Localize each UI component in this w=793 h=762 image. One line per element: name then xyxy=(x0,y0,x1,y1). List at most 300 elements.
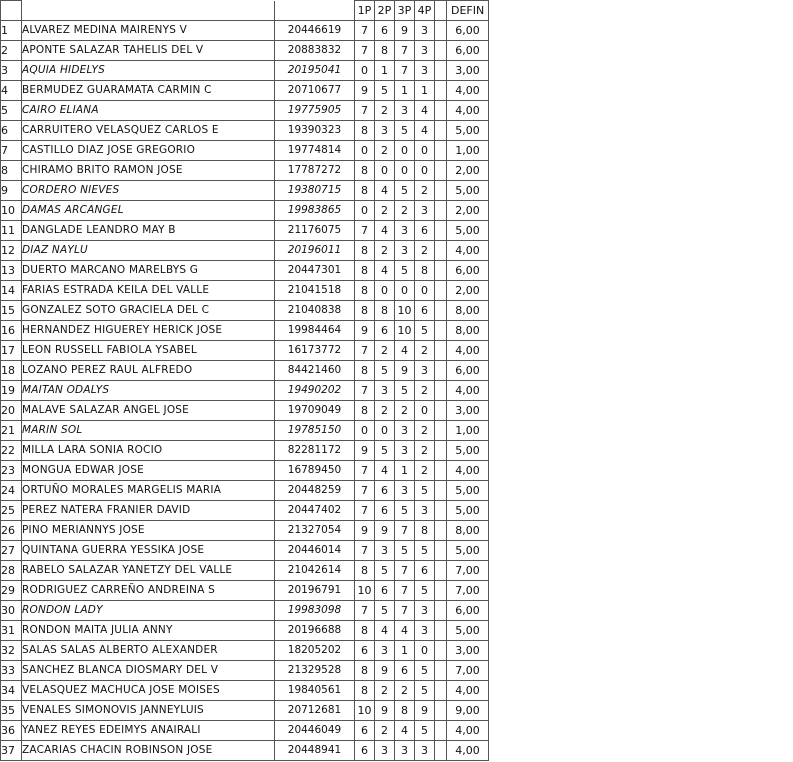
grade-2p[interactable]: 4 xyxy=(375,261,395,281)
grade-1p[interactable]: 8 xyxy=(355,121,375,141)
table-row[interactable] xyxy=(1,41,489,61)
grade-3p[interactable]: 3 xyxy=(395,241,415,261)
table-row[interactable] xyxy=(1,541,489,561)
student-name[interactable]: MAITAN ODALYS xyxy=(22,381,275,401)
table-row[interactable] xyxy=(1,421,489,441)
student-id[interactable]: 19785150 xyxy=(275,421,355,441)
table-row[interactable] xyxy=(1,161,489,181)
grade-4p[interactable]: 0 xyxy=(415,281,435,301)
table-row[interactable] xyxy=(1,741,489,761)
grade-4p[interactable]: 3 xyxy=(415,741,435,761)
student-name[interactable]: DANGLADE LEANDRO MAY B xyxy=(22,221,275,241)
row-number[interactable]: 36 xyxy=(1,721,22,741)
student-name[interactable]: ORTUÑO MORALES MARGELIS MARIA xyxy=(22,481,275,501)
student-id[interactable]: 19380715 xyxy=(275,181,355,201)
grade-definitiva[interactable]: 6,00 xyxy=(447,41,489,61)
grade-3p[interactable]: 5 xyxy=(395,541,415,561)
row-number[interactable]: 15 xyxy=(1,301,22,321)
student-id[interactable]: 19984464 xyxy=(275,321,355,341)
grade-1p[interactable]: 7 xyxy=(355,101,375,121)
grade-1p[interactable]: 8 xyxy=(355,261,375,281)
grade-3p[interactable]: 2 xyxy=(395,201,415,221)
table-row[interactable] xyxy=(1,261,489,281)
student-id[interactable]: 20196688 xyxy=(275,621,355,641)
table-row[interactable] xyxy=(1,281,489,301)
grade-2p[interactable]: 3 xyxy=(375,741,395,761)
row-number[interactable]: 12 xyxy=(1,241,22,261)
grade-4p[interactable]: 1 xyxy=(415,81,435,101)
grade-2p[interactable]: 6 xyxy=(375,481,395,501)
grade-2p[interactable]: 0 xyxy=(375,161,395,181)
grade-3p[interactable]: 3 xyxy=(395,441,415,461)
grade-3p[interactable]: 3 xyxy=(395,481,415,501)
grade-2p[interactable]: 4 xyxy=(375,221,395,241)
grade-2p[interactable]: 9 xyxy=(375,521,395,541)
grade-4p[interactable]: 2 xyxy=(415,421,435,441)
grade-4p[interactable]: 0 xyxy=(415,641,435,661)
student-id[interactable]: 19983098 xyxy=(275,601,355,621)
grade-1p[interactable]: 7 xyxy=(355,221,375,241)
grade-2p[interactable]: 9 xyxy=(375,701,395,721)
grade-4p[interactable]: 5 xyxy=(415,541,435,561)
grade-3p[interactable]: 5 xyxy=(395,261,415,281)
table-row[interactable] xyxy=(1,241,489,261)
student-id[interactable]: 20446619 xyxy=(275,21,355,41)
grade-3p[interactable]: 4 xyxy=(395,721,415,741)
row-number[interactable]: 27 xyxy=(1,541,22,561)
table-row[interactable] xyxy=(1,181,489,201)
grade-definitiva[interactable]: 4,00 xyxy=(447,241,489,261)
row-number[interactable]: 24 xyxy=(1,481,22,501)
grade-2p[interactable]: 1 xyxy=(375,61,395,81)
grade-3p[interactable]: 0 xyxy=(395,141,415,161)
grade-definitiva[interactable]: 3,00 xyxy=(447,401,489,421)
grade-3p[interactable]: 3 xyxy=(395,221,415,241)
grade-1p[interactable]: 7 xyxy=(355,41,375,61)
grade-2p[interactable]: 4 xyxy=(375,621,395,641)
grade-4p[interactable]: 4 xyxy=(415,121,435,141)
student-id[interactable]: 16173772 xyxy=(275,341,355,361)
table-row[interactable] xyxy=(1,341,489,361)
grade-definitiva[interactable]: 7,00 xyxy=(447,561,489,581)
table-row[interactable] xyxy=(1,621,489,641)
row-number[interactable]: 14 xyxy=(1,281,22,301)
grade-definitiva[interactable]: 3,00 xyxy=(447,61,489,81)
student-name[interactable]: RABELO SALAZAR YANETZY DEL VALLE xyxy=(22,561,275,581)
grade-definitiva[interactable]: 5,00 xyxy=(447,221,489,241)
grade-1p[interactable]: 0 xyxy=(355,61,375,81)
table-row[interactable] xyxy=(1,121,489,141)
table-row[interactable] xyxy=(1,401,489,421)
row-number[interactable]: 7 xyxy=(1,141,22,161)
grade-1p[interactable]: 9 xyxy=(355,441,375,461)
grade-definitiva[interactable]: 7,00 xyxy=(447,581,489,601)
grade-definitiva[interactable]: 4,00 xyxy=(447,681,489,701)
student-name[interactable]: CASTILLO DIAZ JOSE GREGORIO xyxy=(22,141,275,161)
table-row[interactable] xyxy=(1,441,489,461)
student-id[interactable]: 82281172 xyxy=(275,441,355,461)
grade-1p[interactable]: 7 xyxy=(355,501,375,521)
student-id[interactable]: 20446049 xyxy=(275,721,355,741)
grade-2p[interactable]: 2 xyxy=(375,681,395,701)
grade-3p[interactable]: 3 xyxy=(395,741,415,761)
grade-1p[interactable]: 9 xyxy=(355,81,375,101)
grade-1p[interactable]: 8 xyxy=(355,241,375,261)
student-id[interactable]: 19709049 xyxy=(275,401,355,421)
grade-2p[interactable]: 3 xyxy=(375,121,395,141)
row-number[interactable]: 18 xyxy=(1,361,22,381)
grade-2p[interactable]: 5 xyxy=(375,441,395,461)
student-id[interactable]: 21040838 xyxy=(275,301,355,321)
grade-4p[interactable]: 3 xyxy=(415,361,435,381)
grade-3p[interactable]: 3 xyxy=(395,421,415,441)
grade-4p[interactable]: 3 xyxy=(415,201,435,221)
grade-definitiva[interactable]: 7,00 xyxy=(447,661,489,681)
grade-3p[interactable]: 1 xyxy=(395,81,415,101)
row-number[interactable]: 16 xyxy=(1,321,22,341)
row-number[interactable]: 33 xyxy=(1,661,22,681)
grade-3p[interactable]: 5 xyxy=(395,181,415,201)
row-number[interactable]: 8 xyxy=(1,161,22,181)
row-number[interactable]: 32 xyxy=(1,641,22,661)
grade-2p[interactable]: 0 xyxy=(375,281,395,301)
grade-definitiva[interactable]: 5,00 xyxy=(447,541,489,561)
grade-4p[interactable]: 3 xyxy=(415,61,435,81)
table-row[interactable] xyxy=(1,661,489,681)
table-row[interactable] xyxy=(1,361,489,381)
student-name[interactable]: FARIAS ESTRADA KEILA DEL VALLE xyxy=(22,281,275,301)
table-row[interactable] xyxy=(1,601,489,621)
grade-3p[interactable]: 7 xyxy=(395,561,415,581)
student-id[interactable]: 21042614 xyxy=(275,561,355,581)
student-name[interactable]: YANEZ REYES EDEIMYS ANAIRALI xyxy=(22,721,275,741)
grade-1p[interactable]: 7 xyxy=(355,601,375,621)
grade-2p[interactable]: 4 xyxy=(375,461,395,481)
student-name[interactable]: CARRUITERO VELASQUEZ CARLOS E xyxy=(22,121,275,141)
grade-3p[interactable]: 7 xyxy=(395,521,415,541)
table-row[interactable] xyxy=(1,221,489,241)
grade-4p[interactable]: 2 xyxy=(415,241,435,261)
grade-2p[interactable]: 3 xyxy=(375,381,395,401)
grade-definitiva[interactable]: 1,00 xyxy=(447,421,489,441)
grade-4p[interactable]: 0 xyxy=(415,141,435,161)
grade-1p[interactable]: 7 xyxy=(355,341,375,361)
row-number[interactable]: 29 xyxy=(1,581,22,601)
grade-4p[interactable]: 9 xyxy=(415,701,435,721)
grade-1p[interactable]: 8 xyxy=(355,681,375,701)
grade-4p[interactable]: 2 xyxy=(415,181,435,201)
row-number[interactable]: 4 xyxy=(1,81,22,101)
student-id[interactable]: 84421460 xyxy=(275,361,355,381)
table-row[interactable] xyxy=(1,521,489,541)
grade-2p[interactable]: 2 xyxy=(375,201,395,221)
grade-2p[interactable]: 6 xyxy=(375,581,395,601)
student-id[interactable]: 19390323 xyxy=(275,121,355,141)
table-row[interactable] xyxy=(1,561,489,581)
student-name[interactable]: APONTE SALAZAR TAHELIS DEL V xyxy=(22,41,275,61)
grade-3p[interactable]: 9 xyxy=(395,21,415,41)
table-row[interactable] xyxy=(1,61,489,81)
grade-1p[interactable]: 0 xyxy=(355,201,375,221)
student-id[interactable]: 19983865 xyxy=(275,201,355,221)
student-id[interactable]: 20883832 xyxy=(275,41,355,61)
grade-1p[interactable]: 8 xyxy=(355,161,375,181)
student-id[interactable]: 20448259 xyxy=(275,481,355,501)
grade-2p[interactable]: 2 xyxy=(375,401,395,421)
grade-4p[interactable]: 5 xyxy=(415,321,435,341)
grade-3p[interactable]: 5 xyxy=(395,121,415,141)
row-number[interactable]: 21 xyxy=(1,421,22,441)
grade-definitiva[interactable]: 4,00 xyxy=(447,81,489,101)
grade-definitiva[interactable]: 4,00 xyxy=(447,101,489,121)
row-number[interactable]: 22 xyxy=(1,441,22,461)
grade-3p[interactable]: 3 xyxy=(395,101,415,121)
grade-4p[interactable]: 2 xyxy=(415,341,435,361)
student-name[interactable]: PINO MERIANNYS JOSE xyxy=(22,521,275,541)
grade-2p[interactable]: 2 xyxy=(375,141,395,161)
student-id[interactable]: 20447301 xyxy=(275,261,355,281)
row-number[interactable]: 11 xyxy=(1,221,22,241)
student-id[interactable]: 20712681 xyxy=(275,701,355,721)
student-name[interactable]: GONZALEZ SOTO GRACIELA DEL C xyxy=(22,301,275,321)
grade-2p[interactable]: 6 xyxy=(375,321,395,341)
grade-1p[interactable]: 6 xyxy=(355,641,375,661)
student-name[interactable]: MILLA LARA SONIA ROCIO xyxy=(22,441,275,461)
grade-3p[interactable]: 10 xyxy=(395,301,415,321)
grade-1p[interactable]: 8 xyxy=(355,281,375,301)
grade-definitiva[interactable]: 5,00 xyxy=(447,501,489,521)
row-number[interactable]: 2 xyxy=(1,41,22,61)
row-number[interactable]: 17 xyxy=(1,341,22,361)
grade-2p[interactable]: 3 xyxy=(375,541,395,561)
grade-1p[interactable]: 8 xyxy=(355,361,375,381)
table-row[interactable] xyxy=(1,141,489,161)
row-number[interactable]: 13 xyxy=(1,261,22,281)
student-name[interactable]: ZACARIAS CHACIN ROBINSON JOSE xyxy=(22,741,275,761)
grade-2p[interactable]: 0 xyxy=(375,421,395,441)
grade-1p[interactable]: 7 xyxy=(355,541,375,561)
grade-definitiva[interactable]: 4,00 xyxy=(447,461,489,481)
student-name[interactable]: DAMAS ARCANGEL xyxy=(22,201,275,221)
student-name[interactable]: AQUIA HIDELYS xyxy=(22,61,275,81)
student-name[interactable]: CAIRO ELIANA xyxy=(22,101,275,121)
grade-4p[interactable]: 5 xyxy=(415,481,435,501)
student-name[interactable]: MALAVE SALAZAR ANGEL JOSE xyxy=(22,401,275,421)
table-row[interactable] xyxy=(1,481,489,501)
grade-2p[interactable]: 9 xyxy=(375,661,395,681)
student-id[interactable]: 18205202 xyxy=(275,641,355,661)
table-row[interactable] xyxy=(1,581,489,601)
student-id[interactable]: 17787272 xyxy=(275,161,355,181)
grade-definitiva[interactable]: 4,00 xyxy=(447,381,489,401)
student-name[interactable]: CORDERO NIEVES xyxy=(22,181,275,201)
grade-2p[interactable]: 2 xyxy=(375,721,395,741)
table-row[interactable] xyxy=(1,301,489,321)
student-name[interactable]: DIAZ NAYLU xyxy=(22,241,275,261)
student-id[interactable]: 21327054 xyxy=(275,521,355,541)
row-number[interactable]: 20 xyxy=(1,401,22,421)
grade-1p[interactable]: 10 xyxy=(355,701,375,721)
grade-1p[interactable]: 8 xyxy=(355,301,375,321)
grade-definitiva[interactable]: 2,00 xyxy=(447,281,489,301)
grade-1p[interactable]: 10 xyxy=(355,581,375,601)
student-id[interactable]: 19774814 xyxy=(275,141,355,161)
student-name[interactable]: DUERTO MARCANO MARELBYS G xyxy=(22,261,275,281)
grade-2p[interactable]: 6 xyxy=(375,21,395,41)
grade-3p[interactable]: 2 xyxy=(395,681,415,701)
grade-4p[interactable]: 2 xyxy=(415,441,435,461)
row-number[interactable]: 1 xyxy=(1,21,22,41)
grade-3p[interactable]: 4 xyxy=(395,621,415,641)
table-row[interactable] xyxy=(1,701,489,721)
grade-3p[interactable]: 7 xyxy=(395,41,415,61)
grade-1p[interactable]: 7 xyxy=(355,461,375,481)
grade-1p[interactable]: 9 xyxy=(355,321,375,341)
row-number[interactable]: 5 xyxy=(1,101,22,121)
grade-definitiva[interactable]: 8,00 xyxy=(447,321,489,341)
row-number[interactable]: 23 xyxy=(1,461,22,481)
grade-2p[interactable]: 4 xyxy=(375,181,395,201)
student-id[interactable]: 20196011 xyxy=(275,241,355,261)
grade-3p[interactable]: 1 xyxy=(395,641,415,661)
student-name[interactable]: RONDON MAITA JULIA ANNY xyxy=(22,621,275,641)
grade-1p[interactable]: 7 xyxy=(355,481,375,501)
student-id[interactable]: 21176075 xyxy=(275,221,355,241)
grade-1p[interactable]: 8 xyxy=(355,621,375,641)
grade-2p[interactable]: 8 xyxy=(375,301,395,321)
grade-4p[interactable]: 3 xyxy=(415,621,435,641)
grade-2p[interactable]: 5 xyxy=(375,561,395,581)
table-row[interactable] xyxy=(1,21,489,41)
grade-3p[interactable]: 0 xyxy=(395,281,415,301)
grade-3p[interactable]: 6 xyxy=(395,661,415,681)
grade-4p[interactable]: 3 xyxy=(415,601,435,621)
row-number[interactable]: 31 xyxy=(1,621,22,641)
grade-1p[interactable]: 8 xyxy=(355,661,375,681)
grade-3p[interactable]: 5 xyxy=(395,501,415,521)
grade-4p[interactable]: 4 xyxy=(415,101,435,121)
grade-4p[interactable]: 6 xyxy=(415,301,435,321)
student-name[interactable]: PEREZ NATERA FRANIER DAVID xyxy=(22,501,275,521)
table-row[interactable] xyxy=(1,101,489,121)
grade-definitiva[interactable]: 3,00 xyxy=(447,641,489,661)
grade-4p[interactable]: 5 xyxy=(415,681,435,701)
row-number[interactable]: 3 xyxy=(1,61,22,81)
student-id[interactable]: 21041518 xyxy=(275,281,355,301)
grade-4p[interactable]: 5 xyxy=(415,581,435,601)
student-name[interactable]: LEON RUSSELL FABIOLA YSABEL xyxy=(22,341,275,361)
table-row[interactable] xyxy=(1,81,489,101)
grade-3p[interactable]: 1 xyxy=(395,461,415,481)
grade-4p[interactable]: 5 xyxy=(415,721,435,741)
student-id[interactable]: 20447402 xyxy=(275,501,355,521)
grade-1p[interactable]: 9 xyxy=(355,521,375,541)
grade-4p[interactable]: 5 xyxy=(415,661,435,681)
grade-2p[interactable]: 6 xyxy=(375,501,395,521)
table-row[interactable] xyxy=(1,381,489,401)
grade-4p[interactable]: 6 xyxy=(415,561,435,581)
row-number[interactable]: 25 xyxy=(1,501,22,521)
student-id[interactable]: 20448941 xyxy=(275,741,355,761)
student-id[interactable]: 19840561 xyxy=(275,681,355,701)
grade-2p[interactable]: 5 xyxy=(375,361,395,381)
grade-definitiva[interactable]: 5,00 xyxy=(447,441,489,461)
grade-3p[interactable]: 4 xyxy=(395,341,415,361)
grade-1p[interactable]: 8 xyxy=(355,401,375,421)
student-name[interactable]: RONDON LADY xyxy=(22,601,275,621)
row-number[interactable]: 35 xyxy=(1,701,22,721)
grade-4p[interactable]: 0 xyxy=(415,161,435,181)
student-id[interactable]: 21329528 xyxy=(275,661,355,681)
grade-4p[interactable]: 3 xyxy=(415,21,435,41)
grade-3p[interactable]: 7 xyxy=(395,581,415,601)
student-id[interactable]: 19490202 xyxy=(275,381,355,401)
grade-definitiva[interactable]: 6,00 xyxy=(447,21,489,41)
student-name[interactable]: QUINTANA GUERRA YESSIKA JOSE xyxy=(22,541,275,561)
student-id[interactable]: 20195041 xyxy=(275,61,355,81)
student-name[interactable]: CHIRAMO BRITO RAMON JOSE xyxy=(22,161,275,181)
student-id[interactable]: 16789450 xyxy=(275,461,355,481)
student-name[interactable]: VENALES SIMONOVIS JANNEYLUIS xyxy=(22,701,275,721)
student-id[interactable]: 19775905 xyxy=(275,101,355,121)
student-name[interactable]: SALAS SALAS ALBERTO ALEXANDER xyxy=(22,641,275,661)
grade-2p[interactable]: 2 xyxy=(375,101,395,121)
student-name[interactable]: ALVAREZ MEDINA MAIRENYS V xyxy=(22,21,275,41)
grade-definitiva[interactable]: 2,00 xyxy=(447,161,489,181)
grade-definitiva[interactable]: 2,00 xyxy=(447,201,489,221)
student-id[interactable]: 20196791 xyxy=(275,581,355,601)
grade-4p[interactable]: 3 xyxy=(415,501,435,521)
grade-definitiva[interactable]: 8,00 xyxy=(447,521,489,541)
grade-3p[interactable]: 5 xyxy=(395,381,415,401)
table-row[interactable] xyxy=(1,681,489,701)
table-row[interactable] xyxy=(1,461,489,481)
grade-4p[interactable]: 2 xyxy=(415,461,435,481)
student-id[interactable]: 20446014 xyxy=(275,541,355,561)
student-name[interactable]: LOZANO PEREZ RAUL ALFREDO xyxy=(22,361,275,381)
grade-4p[interactable]: 0 xyxy=(415,401,435,421)
student-name[interactable]: SANCHEZ BLANCA DIOSMARY DEL V xyxy=(22,661,275,681)
grade-definitiva[interactable]: 5,00 xyxy=(447,621,489,641)
grade-definitiva[interactable]: 8,00 xyxy=(447,301,489,321)
student-id[interactable]: 20710677 xyxy=(275,81,355,101)
grade-1p[interactable]: 6 xyxy=(355,741,375,761)
grade-1p[interactable]: 0 xyxy=(355,421,375,441)
grade-4p[interactable]: 2 xyxy=(415,381,435,401)
grade-1p[interactable]: 8 xyxy=(355,561,375,581)
grade-definitiva[interactable]: 6,00 xyxy=(447,361,489,381)
table-row[interactable] xyxy=(1,321,489,341)
grade-1p[interactable]: 7 xyxy=(355,381,375,401)
grade-definitiva[interactable]: 4,00 xyxy=(447,721,489,741)
row-number[interactable]: 37 xyxy=(1,741,22,761)
row-number[interactable]: 30 xyxy=(1,601,22,621)
grade-4p[interactable]: 3 xyxy=(415,41,435,61)
grade-3p[interactable]: 2 xyxy=(395,401,415,421)
grade-definitiva[interactable]: 5,00 xyxy=(447,481,489,501)
student-name[interactable]: MARIN SOL xyxy=(22,421,275,441)
student-name[interactable]: BERMUDEZ GUARAMATA CARMIN C xyxy=(22,81,275,101)
grade-definitiva[interactable]: 6,00 xyxy=(447,261,489,281)
grade-definitiva[interactable]: 1,00 xyxy=(447,141,489,161)
student-name[interactable]: VELASQUEZ MACHUCA JOSE MOISES xyxy=(22,681,275,701)
row-number[interactable]: 26 xyxy=(1,521,22,541)
grade-1p[interactable]: 8 xyxy=(355,181,375,201)
grade-3p[interactable]: 9 xyxy=(395,361,415,381)
grade-3p[interactable]: 7 xyxy=(395,601,415,621)
grade-4p[interactable]: 8 xyxy=(415,521,435,541)
student-name[interactable]: HERNANDEZ HIGUEREY HERICK JOSE xyxy=(22,321,275,341)
